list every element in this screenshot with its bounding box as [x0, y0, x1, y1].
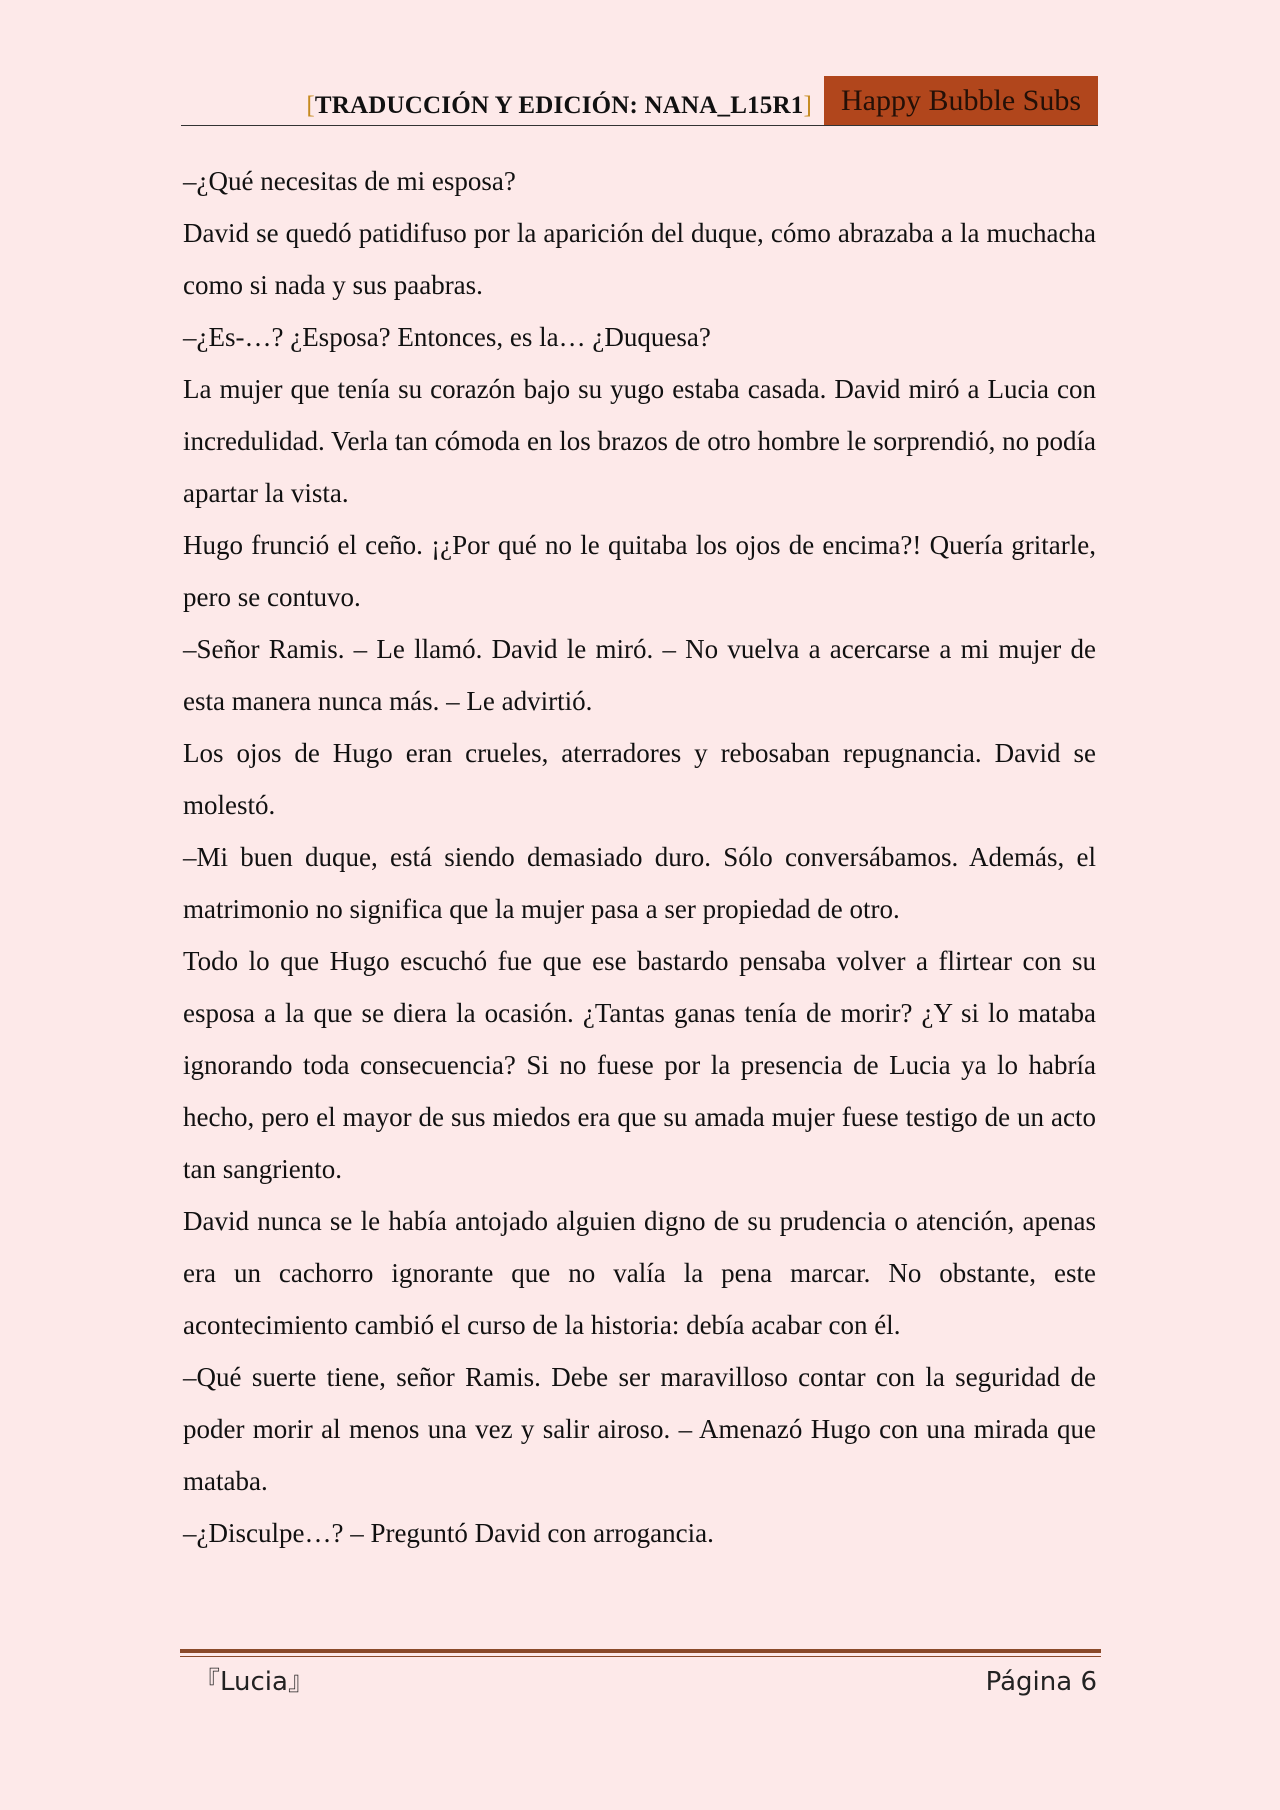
header-divider [181, 125, 1098, 126]
body-text [183, 155, 1096, 1559]
paragraph: Los ojos de Hugo eran crueles, aterradores y rebosaban repugnancia. David se molestó. [183, 738, 1096, 820]
footer-page-number: Página 6 [985, 1667, 1097, 1697]
footer-divider [180, 1649, 1101, 1653]
paragraph: Todo lo que Hugo escuchó fue que ese bastardo pensaba volver a flirtear con su esposa a la que se diera la ocasión. ¿Tantas ganas tenía de morir? ¿Y si lo mataba ignorando toda consecuencia? Si no fuese por la presencia de Lucia ya lo habría hecho, pero el mayor de sus miedos era que su amada mujer fuese testigo de un acto tan sangriento. [183, 946, 1096, 1184]
paragraph: David nunca se le había antojado alguien digno de su prudencia o atención, apenas era un cachorro ignorante que no valía la pena marcar. No obstante, este acontecimiento cambió el curso de la historia: debía acabar con él. [183, 1206, 1096, 1340]
paragraph: –¿Qué necesitas de mi esposa? [183, 166, 516, 196]
paragraph: –Señor Ramis. – Le llamó. David le miró. – No vuelva a acercarse a mi mujer de esta manera nunca más. – Le advirtió. [183, 634, 1096, 716]
header-bracket-open: [ [306, 92, 315, 119]
page-header [181, 76, 1098, 126]
paragraph: David se quedó patidifuso por la aparición del duque, cómo abrazaba a la muchacha como si nada y sus paabras. [183, 218, 1096, 300]
paragraph: –¿Disculpe…? – Preguntó David con arrogancia. [183, 1518, 714, 1548]
paragraph: –¿Es-…? ¿Esposa? Entonces, es la… ¿Duquesa? [183, 322, 711, 352]
header-credit-text: TRADUCCIÓN Y EDICIÓN: NANA_L15R1 [314, 92, 804, 119]
footer-divider-thin [180, 1656, 1101, 1657]
header-brand-box: Happy Bubble Subs [824, 76, 1098, 126]
footer-book-title: 『Lucia』 [194, 1667, 314, 1697]
paragraph: Hugo frunció el ceño. ¡¿Por qué no le quitaba los ojos de encima?! Quería gritarle, pero se contuvo. [183, 530, 1096, 612]
header-credit [306, 92, 812, 120]
header-bracket-close: ] [803, 92, 812, 119]
paragraph: La mujer que tenía su corazón bajo su yugo estaba casada. David miró a Lucia con incredulidad. Verla tan cómoda en los brazos de otro hombre le sorprendió, no podía apartar la vista. [183, 374, 1096, 508]
paragraph: –Mi buen duque, está siendo demasiado duro. Sólo conversábamos. Además, el matrimonio no significa que la mujer pasa a ser propiedad de otro. [183, 842, 1096, 924]
paragraph: –Qué suerte tiene, señor Ramis. Debe ser maravilloso contar con la seguridad de poder morir al menos una vez y salir airoso. – Amenazó Hugo con una mirada que mataba. [183, 1362, 1096, 1496]
